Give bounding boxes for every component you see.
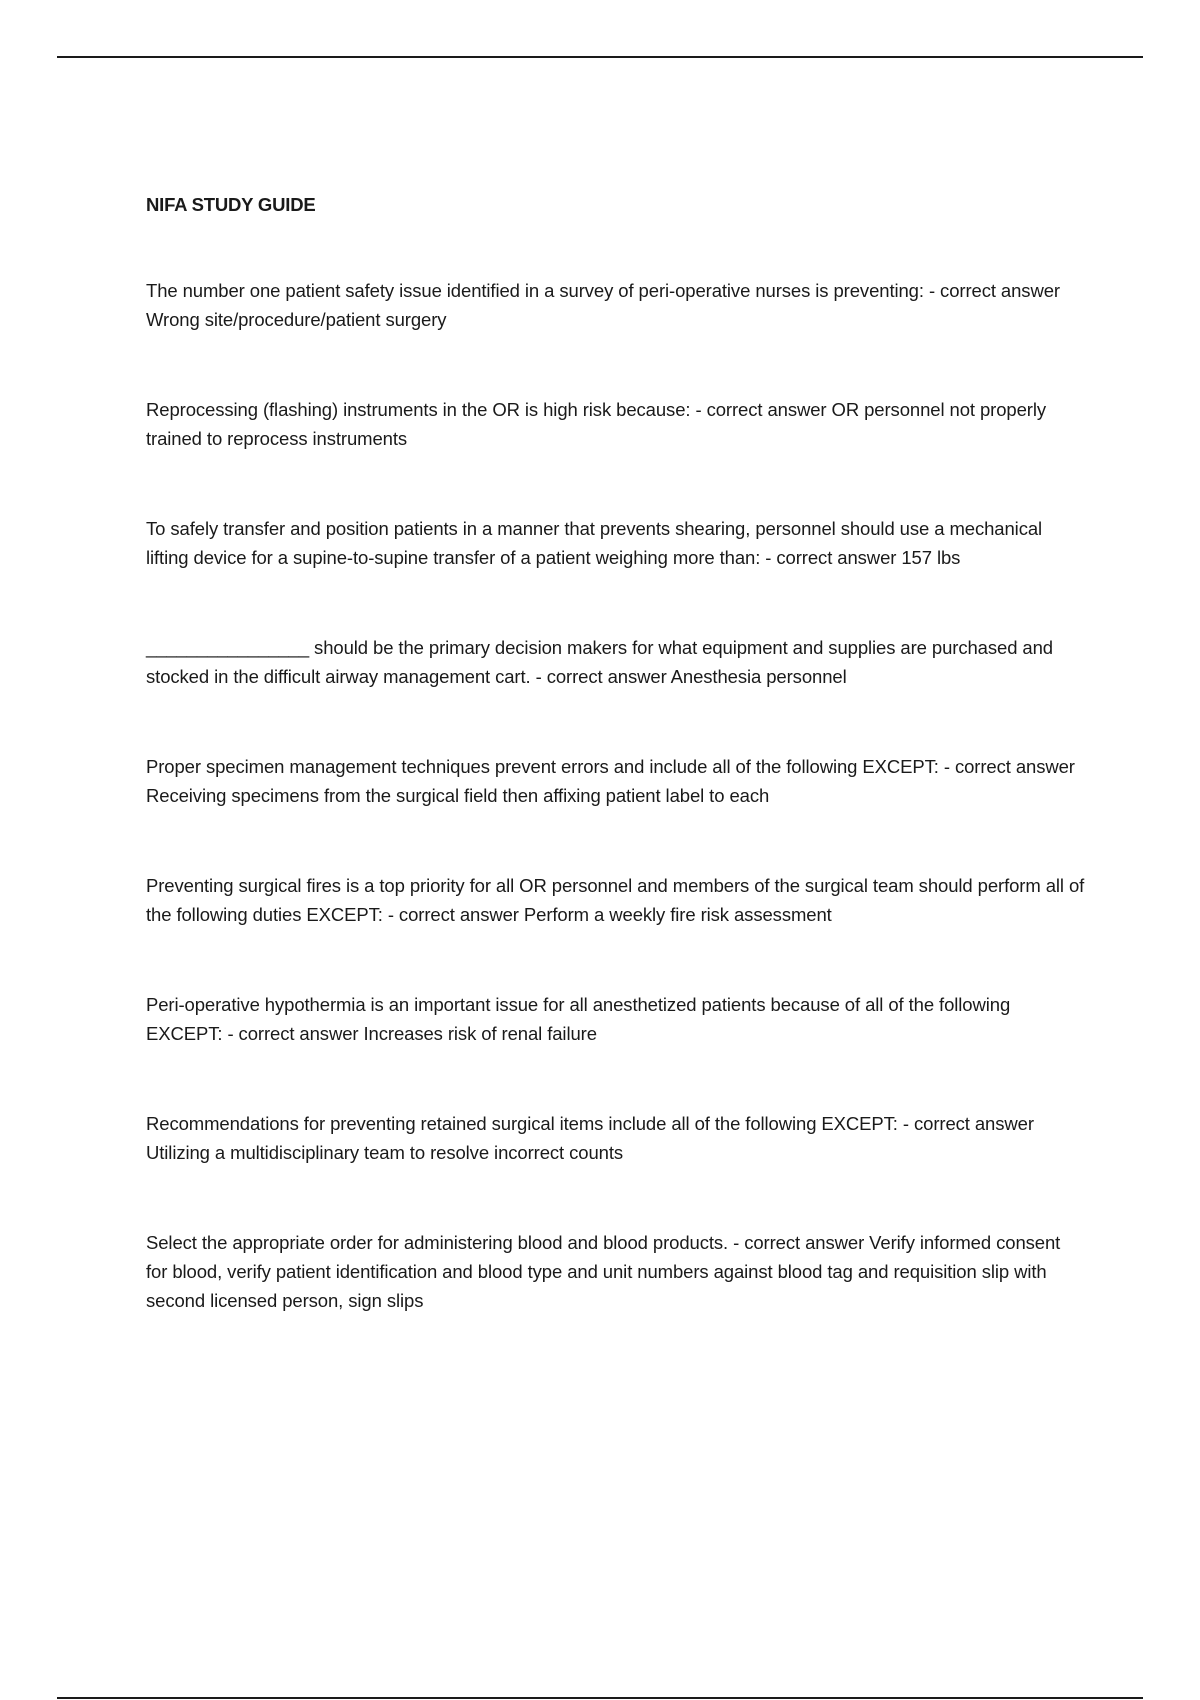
qa-item-6: Preventing surgical fires is a top priority for all OR personnel and members of the surgical team should perform all of the following duties EXCEPT: - correct answer Perform a weekly fire risk assessment [146, 875, 1085, 925]
bottom-rule [57, 1697, 1143, 1699]
top-rule [57, 56, 1143, 58]
qa-item-1: The number one patient safety issue identified in a survey of peri-operative nurses is preventing: - correct answer Wrong site/procedure/patient surgery [146, 280, 1060, 330]
qa-item-9: Select the appropriate order for administering blood and blood products. - correct answer Verify informed consent for blood, verify patient identification and blood type and unit numbers against blood tag and requisition slip with second licensed person, sign slips [146, 1232, 1061, 1311]
qa-item-4: ________________ should be the primary decision makers for what equipment and supplies are purchased and stocked in the difficult airway management cart. - correct answer Anesthesia personnel [146, 637, 1053, 687]
document-body [146, 192, 1086, 1376]
document-title: NIFA STUDY GUIDE [146, 194, 316, 215]
qa-item-5: Proper specimen management techniques prevent errors and include all of the following EXCEPT: - correct answer Receiving specimens from the surgical field then affixing patient label to each [146, 756, 1075, 806]
qa-item-3: To safely transfer and position patients in a manner that prevents shearing, personnel should use a mechanical lifting device for a supine-to-supine transfer of a patient weighing more than: - correct answer 157 lbs [146, 518, 1043, 568]
qa-item-8: Recommendations for preventing retained surgical items include all of the following EXCEPT: - correct answer Utilizing a multidisciplinary team to resolve incorrect counts [146, 1113, 1034, 1163]
qa-item-7: Peri-operative hypothermia is an important issue for all anesthetized patients because of all of the following EXCEPT: - correct answer Increases risk of renal failure [146, 994, 1011, 1044]
qa-item-2: Reprocessing (flashing) instruments in the OR is high risk because: - correct answer OR personnel not properly trained to reprocess instruments [146, 399, 1047, 449]
